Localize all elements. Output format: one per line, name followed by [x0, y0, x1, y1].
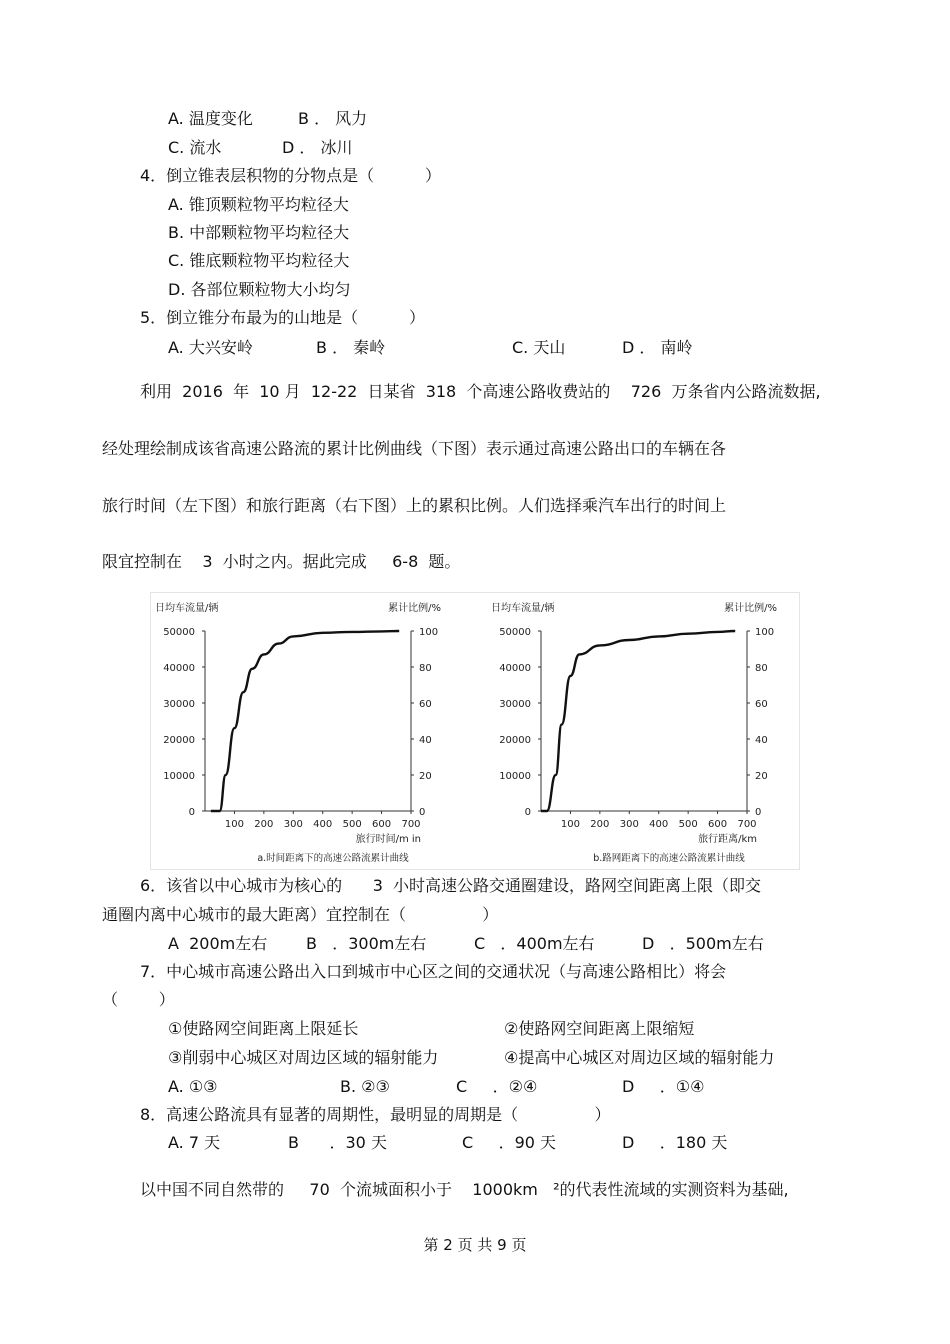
q7-option-b: B. ②③	[340, 1077, 390, 1096]
q7-option-d: D ．①④	[622, 1077, 705, 1096]
right-axis-label: 累计比例/%	[724, 603, 777, 614]
q8-option-a: A. 7 天	[168, 1133, 221, 1152]
q6-option-c: C ．400m左右	[474, 934, 595, 953]
q7-option-a: A. ①③	[168, 1077, 218, 1096]
q3-option-a: A. 温度变化	[168, 109, 253, 128]
left-axis-label: 日均车流量/辆	[155, 603, 219, 614]
right-tick-label: 100	[419, 627, 439, 638]
chart-title: b.路网距离下的高速公路流累计曲线	[593, 853, 745, 864]
passage1-line2: 经处理绘制成该省高速公路流的累计比例曲线（下图）表示通过高速公路出口的车辆在各	[102, 439, 727, 458]
right-tick-label: 0	[419, 807, 426, 818]
left-tick-label: 40000	[163, 663, 195, 674]
right-tick-label: 60	[755, 699, 768, 710]
q6-option-d: D ．500m左右	[642, 934, 764, 953]
left-tick-label: 20000	[163, 735, 195, 746]
cumulative-curve-a	[211, 631, 399, 811]
q4-option-d: D. 各部位颗粒物大小均匀	[168, 280, 351, 299]
x-axis-label: 旅行距离/km	[698, 834, 757, 845]
x-tick-label: 500	[342, 819, 362, 830]
q6-option-a: A 200m左右	[168, 934, 268, 953]
q7-item-4: ④提高中心城区对周边区域的辐射能力	[504, 1048, 775, 1067]
page-footer: 第 2 页 共 9 页	[423, 1236, 527, 1254]
x-tick-label: 200	[254, 819, 274, 830]
left-tick-label: 10000	[163, 771, 195, 782]
q5-option-c: C. 天山	[512, 338, 566, 357]
left-tick-label: 0	[188, 807, 195, 818]
q3-option-b: B ． 风力	[298, 109, 368, 128]
q8-option-c: C ．90 天	[462, 1133, 557, 1152]
x-tick-label: 600	[372, 819, 392, 830]
q7-item-3: ③削弱中心城区对周边区域的辐射能力	[168, 1048, 439, 1067]
passage1-line3: 旅行时间（左下图）和旅行距离（右下图）上的累积比例。人们选择乘汽车出行的时间上	[102, 496, 727, 515]
left-tick-label: 10000	[499, 771, 531, 782]
chart-title: a.时间距离下的高速公路流累计曲线	[257, 853, 409, 864]
right-tick-label: 60	[419, 699, 432, 710]
cumulative-curve-b	[541, 631, 735, 811]
x-tick-label: 400	[649, 819, 669, 830]
q3-option-c: C. 流水	[168, 138, 222, 157]
q6-stem-line2: 通圈内离中心城市的最大距离）宜控制在（ ）	[102, 905, 499, 924]
q6-option-b: B ．300m左右	[306, 934, 427, 953]
q8-option-d: D ．180 天	[622, 1133, 728, 1152]
q7-stem-line1: 7．中心城市高速公路出入口到城市中心区之间的交通状况（与高速公路相比）将会	[140, 962, 727, 981]
q4-option-b: B. 中部颗粒物平均粒径大	[168, 223, 350, 242]
x-tick-label: 100	[224, 819, 244, 830]
q5-option-b: B ． 秦岭	[316, 338, 386, 357]
x-tick-label: 300	[283, 819, 303, 830]
left-axis-label: 日均车流量/辆	[491, 603, 555, 614]
left-tick-label: 30000	[163, 699, 195, 710]
q7-item-1: ①使路网空间距离上限延长	[168, 1019, 359, 1038]
right-tick-label: 80	[755, 663, 768, 674]
left-tick-label: 50000	[163, 627, 195, 638]
charts-svg	[151, 593, 799, 869]
passage2-line1: 以中国不同自然带的 70 个流城面积小于 1000km ²的代表性流域的实测资料为基础,	[140, 1180, 789, 1199]
right-tick-label: 100	[755, 627, 775, 638]
x-tick-label: 700	[737, 819, 757, 830]
right-tick-label: 0	[755, 807, 762, 818]
left-tick-label: 0	[524, 807, 531, 818]
right-tick-label: 80	[419, 663, 432, 674]
q3-option-d: D ． 冰川	[282, 138, 353, 157]
x-tick-label: 300	[619, 819, 639, 830]
left-tick-label: 20000	[499, 735, 531, 746]
left-tick-label: 50000	[499, 627, 531, 638]
q5-option-d: D ． 南岭	[622, 338, 693, 357]
q7-item-2: ②使路网空间距离上限缩短	[504, 1019, 695, 1038]
q5-stem: 5．倒立锥分布最为的山地是（ ）	[140, 308, 426, 327]
q4-stem: 4．倒立锥表层积物的分物点是（ ）	[140, 166, 442, 185]
x-tick-label: 700	[401, 819, 421, 830]
q6-stem-line1: 6．该省以中心城市为核心的 3 小时高速公路交通圈建设，路网空间距离上限（即交	[140, 876, 762, 895]
q4-option-c: C. 锥底颗粒物平均粒径大	[168, 251, 350, 270]
right-tick-label: 20	[419, 771, 432, 782]
q5-option-a: A. 大兴安岭	[168, 338, 253, 357]
cumulative-curves-figure	[150, 592, 800, 870]
x-tick-label: 500	[678, 819, 698, 830]
x-tick-label: 100	[560, 819, 580, 830]
x-tick-label: 600	[708, 819, 728, 830]
q7-stem-line2: （ ）	[102, 990, 175, 1009]
q8-stem: 8．高速公路流具有显著的周期性，最明显的周期是（ ）	[140, 1105, 611, 1124]
x-tick-label: 400	[313, 819, 333, 830]
left-tick-label: 40000	[499, 663, 531, 674]
x-axis-label: 旅行时间/m in	[355, 834, 421, 845]
right-tick-label: 40	[419, 735, 432, 746]
x-tick-label: 200	[590, 819, 610, 830]
passage1-line4: 限宜控制在 3 小时之内。据此完成 6-8 题。	[102, 552, 461, 571]
right-tick-label: 40	[755, 735, 768, 746]
passage1-line1: 利用 2016 年 10 月 12-22 日某省 318 个高速公路收费站的 726 万条省内公路流数据,	[140, 382, 821, 401]
left-tick-label: 30000	[499, 699, 531, 710]
q7-option-c: C ．②④	[456, 1077, 538, 1096]
q4-option-a: A. 锥顶颗粒物平均粒径大	[168, 195, 349, 214]
right-axis-label: 累计比例/%	[388, 603, 441, 614]
right-tick-label: 20	[755, 771, 768, 782]
q8-option-b: B ．30 天	[288, 1133, 387, 1152]
